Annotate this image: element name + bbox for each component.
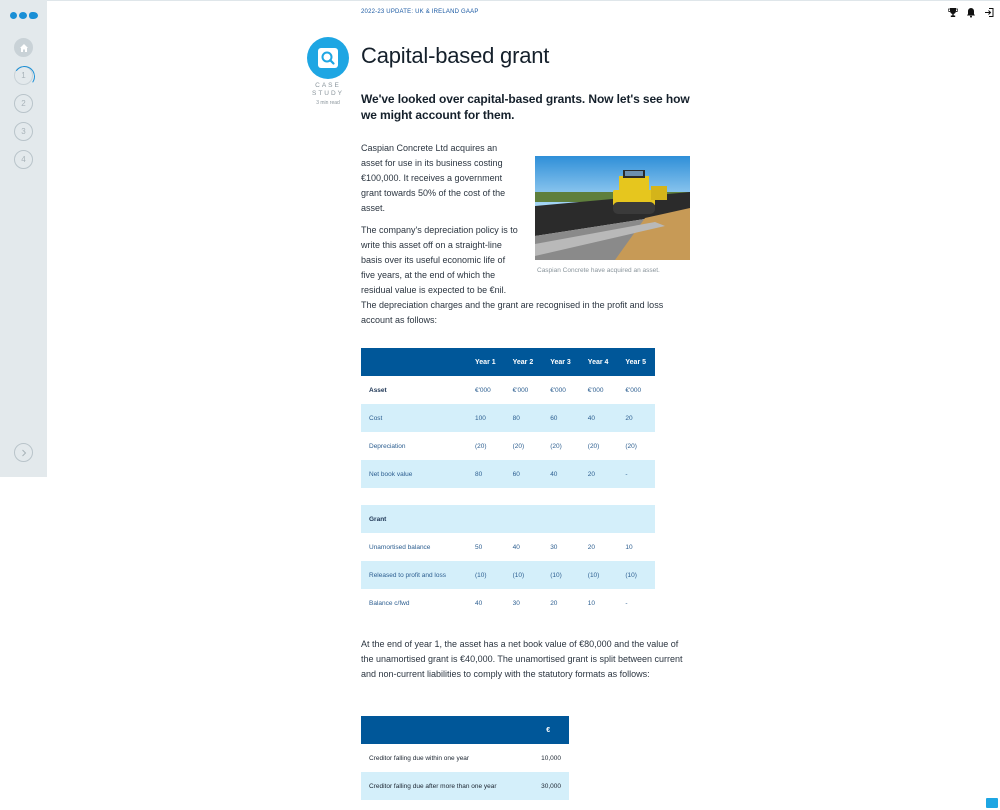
logout-button[interactable] bbox=[984, 7, 994, 19]
table-header bbox=[361, 348, 467, 376]
case-study-badge bbox=[307, 37, 349, 79]
table-cell: (10) bbox=[505, 561, 543, 589]
table-header: Year 5 bbox=[617, 348, 655, 376]
page-title: Capital-based grant bbox=[361, 43, 550, 68]
table-cell: 30 bbox=[512, 599, 520, 607]
table-cell: 20 bbox=[550, 599, 558, 607]
table-cell: €'000 bbox=[587, 386, 604, 394]
table-cell: 40 bbox=[542, 460, 580, 488]
table-row bbox=[361, 772, 569, 800]
table-cell: 30,000 bbox=[527, 772, 569, 800]
table-cell: Creditor falling due within one year bbox=[369, 754, 470, 762]
step-2-button[interactable]: 2 bbox=[14, 94, 33, 113]
bell-icon bbox=[966, 7, 976, 18]
table-cell: Creditor falling due after more than one year bbox=[361, 772, 527, 800]
table-row bbox=[361, 744, 569, 772]
trophy-button[interactable] bbox=[948, 7, 958, 19]
table-cell: 40 bbox=[475, 599, 483, 607]
table-row bbox=[361, 432, 655, 460]
table-cell: (10) bbox=[580, 561, 618, 589]
road-roller-image bbox=[535, 156, 690, 260]
table-cell: €'000 bbox=[550, 386, 566, 394]
table-header: Year 1 bbox=[467, 348, 505, 376]
table-row bbox=[361, 589, 655, 617]
table-cell: 20 bbox=[587, 543, 596, 551]
table-header-row bbox=[361, 348, 655, 376]
table-cell bbox=[542, 505, 580, 533]
table-cell: 10 bbox=[587, 599, 596, 607]
table-header: Year 4 bbox=[580, 348, 618, 376]
table-cell: Net book value bbox=[361, 460, 467, 488]
step-1-button[interactable]: 1 bbox=[14, 66, 33, 85]
table-cell: Balance c/fwd bbox=[369, 599, 410, 607]
body-paragraph-1: Caspian Concrete Ltd acquires an asset for use in its business costing €100,000. It receives a government grant towards 50% of the cost of the asset. bbox=[361, 143, 506, 213]
table-cell bbox=[467, 505, 505, 533]
table-cell: €'000 bbox=[475, 386, 491, 394]
magnifier-icon bbox=[318, 48, 338, 68]
table-row bbox=[361, 404, 655, 432]
table-row bbox=[361, 505, 655, 533]
table-cell: (10) bbox=[542, 561, 580, 589]
table-cell: Depreciation bbox=[369, 442, 406, 450]
table-row bbox=[361, 376, 655, 404]
step-4-button[interactable]: 4 bbox=[14, 150, 33, 169]
table-header: Year 2 bbox=[505, 348, 543, 376]
table-cell: €'000 bbox=[512, 386, 529, 394]
table-cell bbox=[617, 505, 655, 533]
notifications-button[interactable] bbox=[966, 7, 976, 19]
table-cell: 40 bbox=[580, 404, 618, 432]
table-cell: Unamortised balance bbox=[369, 543, 431, 551]
table-header bbox=[361, 716, 527, 744]
logout-icon bbox=[984, 7, 994, 18]
table-cell: (10) bbox=[617, 561, 655, 589]
table-cell: 40 bbox=[512, 543, 520, 551]
step-3-button[interactable]: 3 bbox=[14, 122, 33, 141]
table-cell: 10,000 bbox=[541, 754, 561, 762]
home-button[interactable] bbox=[14, 38, 33, 57]
depreciation-table bbox=[361, 348, 655, 617]
brand-logo[interactable] bbox=[10, 12, 38, 19]
table-row bbox=[361, 533, 655, 561]
table-cell bbox=[505, 505, 543, 533]
liabilities-table bbox=[361, 716, 569, 800]
table-cell: 50 bbox=[475, 543, 483, 551]
table-row bbox=[361, 460, 655, 488]
lead-paragraph: We've looked over capital-based grants. Now let's see how we might account for them. bbox=[361, 92, 690, 122]
chat-button[interactable] bbox=[986, 798, 998, 808]
table-cell: 80 bbox=[505, 404, 543, 432]
table-cell: 20 bbox=[617, 404, 655, 432]
table-header-row bbox=[361, 716, 569, 744]
top-toolbar bbox=[948, 7, 994, 19]
table-cell: 60 bbox=[542, 404, 580, 432]
table-spacer bbox=[361, 488, 655, 505]
badge-label: CASE STUDY bbox=[311, 82, 345, 97]
table-cell: Cost bbox=[361, 404, 467, 432]
table-cell: (10) bbox=[467, 561, 505, 589]
body-paragraph-4: At the end of year 1, the asset has a net book value of €80,000 and the value of the unamortised grant is €40,000. The unamortised grant is split between current and non-current liabilities to comply with the statutory formats as follows: bbox=[361, 639, 683, 679]
table-row bbox=[361, 561, 655, 589]
table-cell: 60 bbox=[505, 460, 543, 488]
trophy-icon bbox=[948, 7, 958, 18]
read-time: 3 min read bbox=[316, 100, 340, 106]
table-cell bbox=[580, 505, 618, 533]
table-cell: (20) bbox=[550, 442, 562, 450]
course-tag: 2022-23 UPDATE: UK & IRELAND GAAP bbox=[361, 9, 479, 15]
table-cell: 100 bbox=[467, 404, 505, 432]
table-cell: - bbox=[625, 599, 628, 607]
body-paragraph-3: The depreciation charges and the grant are recognised in the profit and loss account as follows: bbox=[361, 300, 664, 325]
table-cell: €'000 bbox=[625, 386, 642, 394]
table-cell: Released to profit and loss bbox=[361, 561, 467, 589]
table-header: € bbox=[527, 716, 569, 744]
table-cell: 80 bbox=[467, 460, 505, 488]
top-divider bbox=[0, 0, 1000, 1]
table-cell: 20 bbox=[580, 460, 618, 488]
chevron-right-icon bbox=[20, 449, 28, 457]
image-caption: Caspian Concrete have acquired an asset. bbox=[537, 267, 660, 274]
home-icon bbox=[19, 43, 29, 53]
table-cell: Grant bbox=[361, 505, 467, 533]
table-cell: 10 bbox=[625, 543, 633, 551]
body-paragraph-2: The company's depreciation policy is to write this asset off on a straight-line basis over its useful economic life of five years, at the end of which the residual value is expected to be €nil. bbox=[361, 225, 518, 295]
table-header: Year 3 bbox=[542, 348, 580, 376]
table-cell: (20) bbox=[512, 442, 525, 450]
table-cell: - bbox=[617, 460, 655, 488]
table-cell: (20) bbox=[475, 442, 487, 450]
table-cell: (20) bbox=[625, 442, 637, 450]
sidebar bbox=[0, 0, 47, 477]
table-cell: 30 bbox=[550, 543, 558, 551]
table-cell: (20) bbox=[587, 442, 600, 450]
next-button[interactable] bbox=[14, 443, 33, 462]
table-cell: Asset bbox=[369, 386, 387, 394]
